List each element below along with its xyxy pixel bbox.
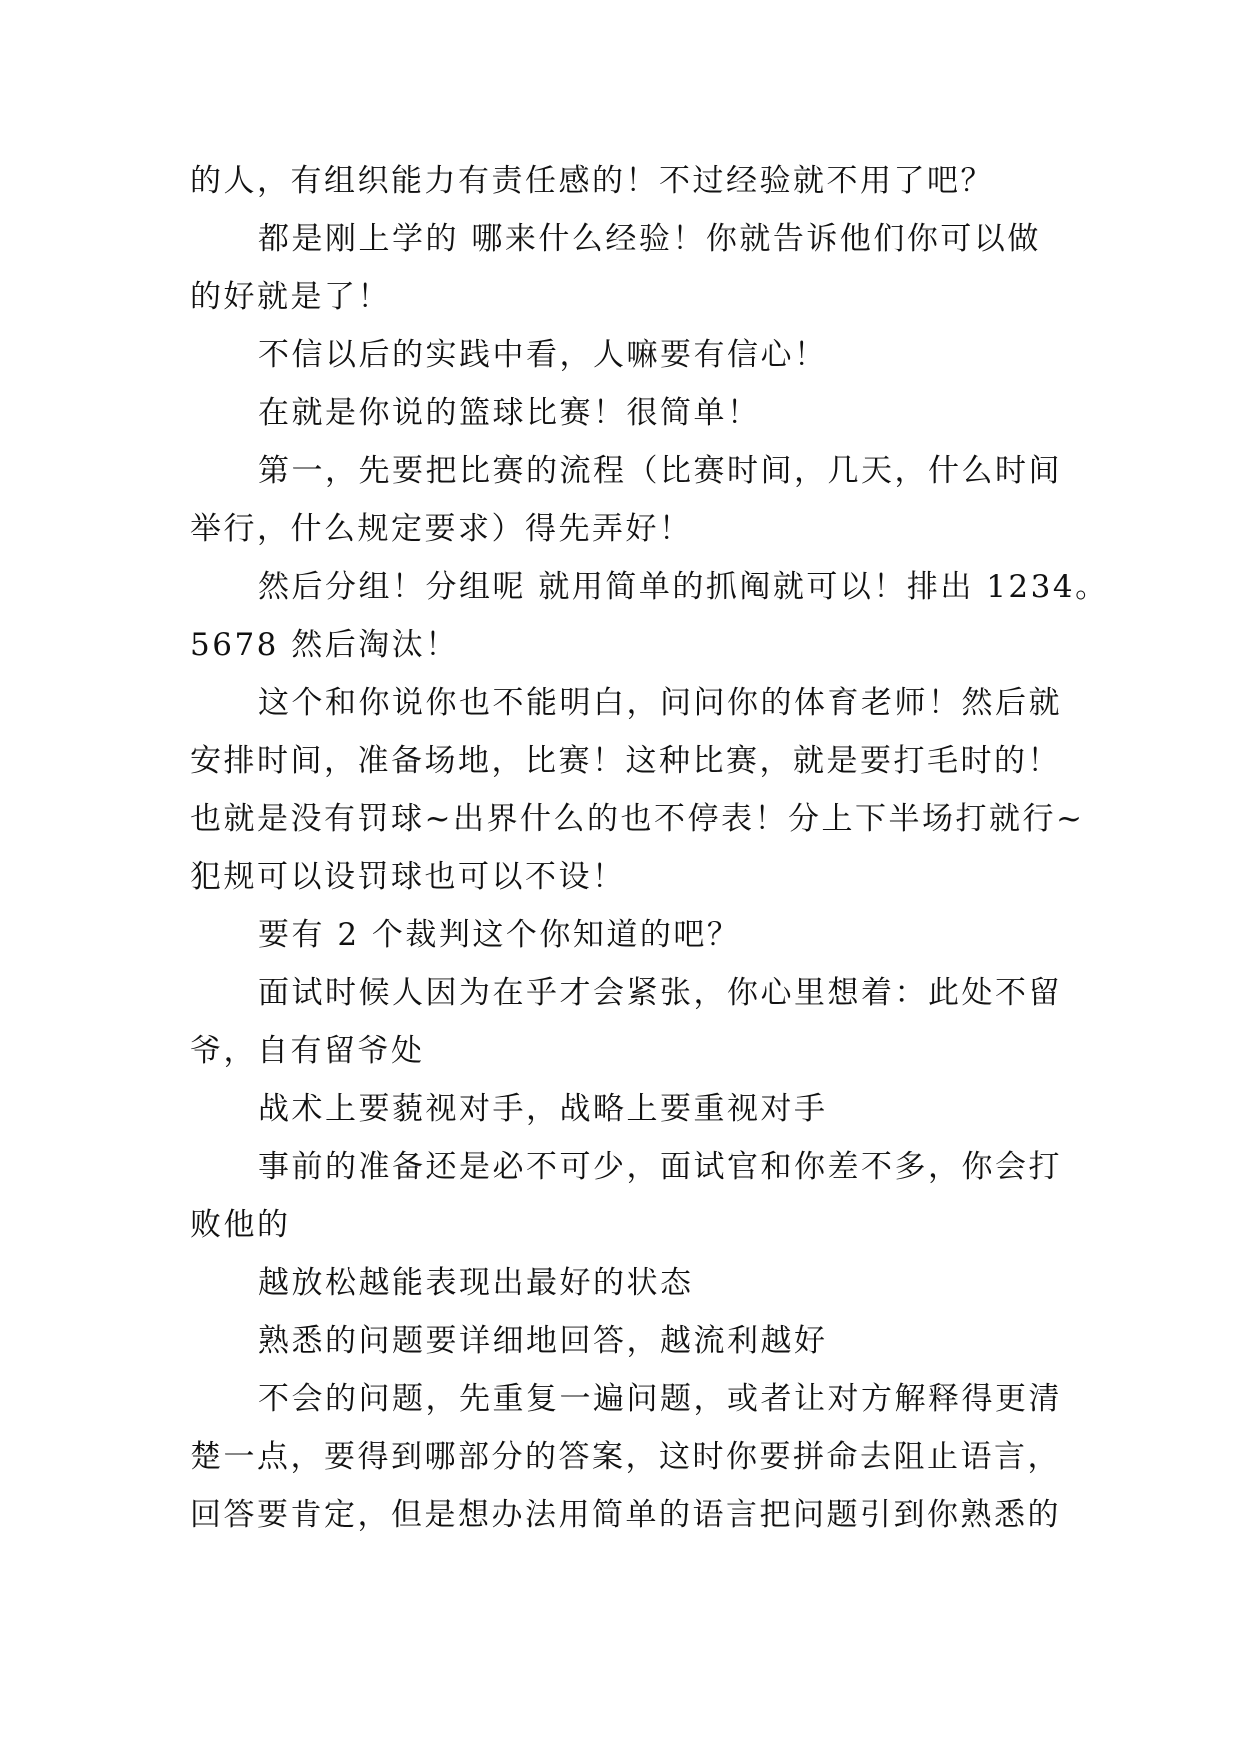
- text-line-14: 要有 2 个裁判这个你知道的吧？: [258, 917, 741, 953]
- text-line-3: 的好就是了！: [190, 279, 391, 315]
- text-line-2: 都是刚上学的 哪来什么经验！你就告诉他们你可以做: [258, 221, 1041, 257]
- text-line-4: 不信以后的实践中看，人嘛要有信心！: [258, 337, 828, 373]
- text-line-22: 不会的问题，先重复一遍问题，或者让对方解释得更清: [258, 1381, 1062, 1417]
- text-line-9: 5678 然后淘汰！: [190, 627, 459, 663]
- text-line-13: 犯规可以设罚球也可以不设！: [190, 859, 626, 895]
- text-line-8: 然后分组！分组呢 就用简单的抓阄就可以！排出 1234。: [258, 569, 1109, 605]
- text-line-23: 楚一点，要得到哪部分的答案，这时你要拼命去阻止语言，: [190, 1439, 1061, 1475]
- text-line-15: 面试时候人因为在乎才会紧张，你心里想着：此处不留: [258, 975, 1062, 1011]
- text-line-18: 事前的准备还是必不可少，面试官和你差不多，你会打: [258, 1149, 1062, 1185]
- text-line-17: 战术上要藐视对手，战略上要重视对手: [258, 1091, 828, 1127]
- text-line-11: 安排时间，准备场地，比赛！这种比赛，就是要打毛时的！: [190, 743, 1061, 779]
- text-line-16: 爷，自有留爷处: [190, 1033, 425, 1069]
- text-line-21: 熟悉的问题要详细地回答，越流利越好: [258, 1323, 828, 1359]
- text-line-7: 举行，什么规定要求）得先弄好！: [190, 511, 693, 547]
- text-line-12: 也就是没有罚球~出界什么的也不停表！分上下半场打就行~: [190, 801, 1085, 837]
- text-line-6: 第一，先要把比赛的流程（比赛时间，几天，什么时间: [258, 453, 1062, 489]
- text-line-20: 越放松越能表现出最好的状态: [258, 1265, 694, 1301]
- text-line-10: 这个和你说你也不能明白，问问你的体育老师！然后就: [258, 685, 1062, 721]
- text-line-1: 的人，有组织能力有责任感的！不过经验就不用了吧？: [190, 163, 994, 199]
- text-line-24: 回答要肯定，但是想办法用简单的语言把问题引到你熟悉的: [190, 1497, 1061, 1533]
- text-line-5: 在就是你说的篮球比赛！很简单！: [258, 395, 761, 431]
- document-page: [190, 152, 1109, 1544]
- text-line-19: 败他的: [190, 1207, 291, 1243]
